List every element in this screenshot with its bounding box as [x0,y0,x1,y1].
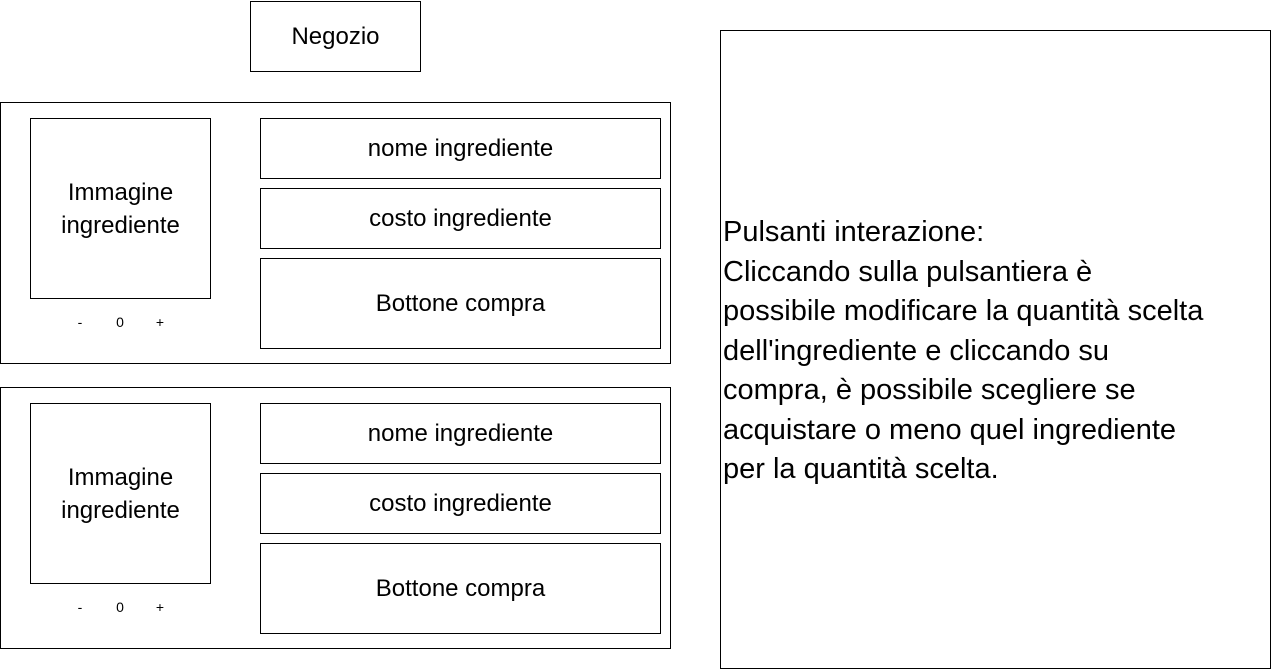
ingredient-cost-label: costo ingrediente [369,489,552,517]
decrement-button[interactable]: - [77,599,83,615]
quantity-stepper [60,597,180,617]
page-title [250,1,421,72]
quantity-value: 0 [116,599,124,615]
buy-button-label: Bottone compra [375,289,546,317]
ingredient-name-label: nome ingrediente [367,134,554,162]
decrement-button[interactable]: - [77,314,83,330]
buy-button[interactable] [260,258,661,349]
page-title-text: Negozio [291,22,380,50]
ingredient-name [260,118,661,179]
annotation-line: Pulsanti interazione: [723,216,985,248]
buy-button-label: Bottone compra [375,574,546,602]
annotation-line: possibile modificare la quantità scelta [723,295,1204,327]
ingredient-cost [260,473,661,534]
annotation-line: Cliccando sulla pulsantiera è [723,255,1093,288]
quantity-value: 0 [116,314,124,330]
increment-button[interactable]: + [155,599,165,615]
annotation-text [723,213,1270,490]
buy-button[interactable] [260,543,661,634]
annotation-note [720,30,1271,669]
ingredient-image [30,118,211,299]
annotation-line: compra, è possibile scegliere se [723,374,1136,406]
ingredient-image-label: Immagine ingrediente [61,463,180,524]
quantity-stepper [60,312,180,332]
annotation-line: dell'ingrediente e cliccando su [723,334,1110,367]
annotation-line: per la quantità scelta. [723,453,999,485]
ingredient-name-label: nome ingrediente [367,419,554,447]
increment-button[interactable]: + [155,314,165,330]
annotation-line: acquistare o meno quel ingrediente [723,413,1177,446]
ingredient-image-label: Immagine ingrediente [61,178,180,239]
ingredient-cost-label: costo ingrediente [369,204,552,232]
ingredient-image [30,403,211,584]
ingredient-name [260,403,661,464]
ingredient-cost [260,188,661,249]
